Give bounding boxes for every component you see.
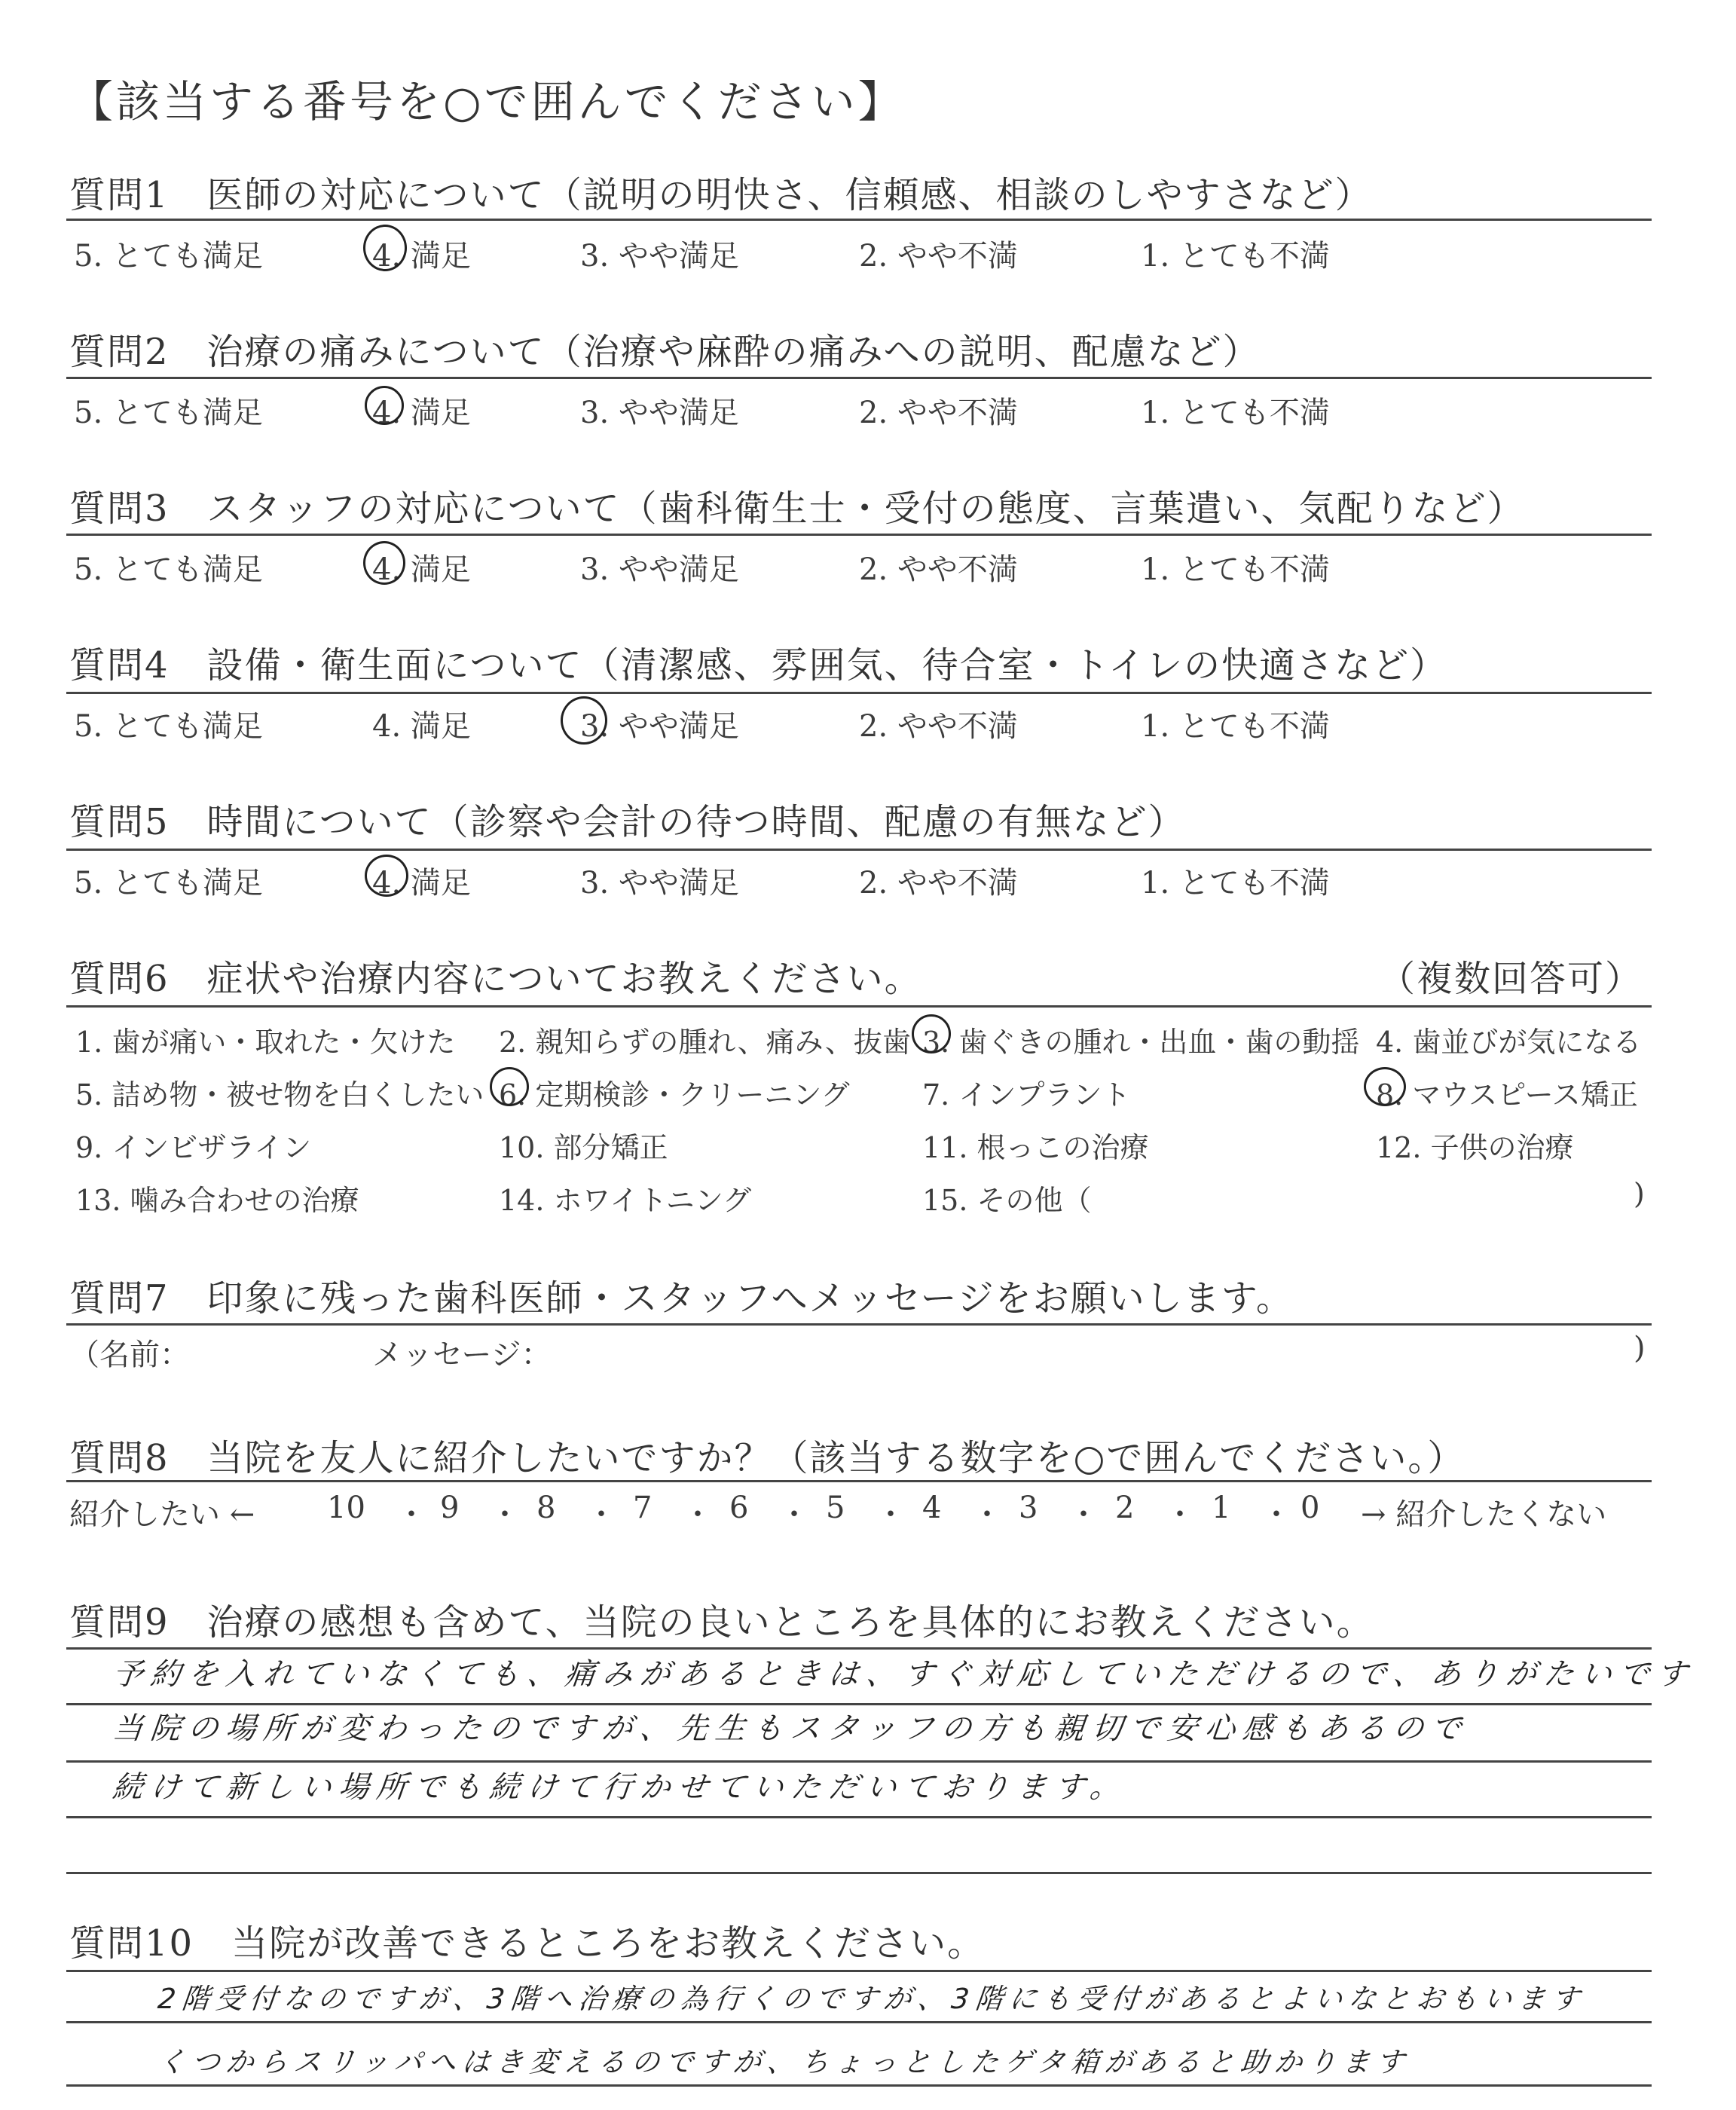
selection-circle (1364, 1067, 1406, 1106)
answer-line (66, 1760, 1652, 1763)
option-2[interactable]: 2. やや不満 (859, 396, 1018, 430)
answer-line (66, 1816, 1652, 1818)
symptom-option-12[interactable]: 12. 子供の治療 (1376, 1131, 1574, 1164)
divider (66, 534, 1652, 536)
option-2[interactable]: 2. やや不満 (859, 866, 1018, 901)
option-3[interactable]: 3. やや満足 (580, 866, 739, 901)
option-2[interactable]: 2. やや不満 (859, 552, 1018, 587)
recommend-right-label: → 紹介したくない (1361, 1497, 1607, 1532)
option-3[interactable]: 3. やや満足 (580, 239, 739, 274)
option-2[interactable]: 2. やや不満 (859, 239, 1018, 274)
option-4[interactable]: 4. 満足 (372, 709, 471, 744)
score-10[interactable]: 10 (327, 1491, 365, 1525)
score-8[interactable]: 8 (536, 1491, 556, 1525)
option-1[interactable]: 1. とても不満 (1141, 709, 1330, 744)
option-1[interactable]: 1. とても不満 (1141, 396, 1330, 430)
score-4[interactable]: 4 (922, 1491, 942, 1525)
option-2[interactable]: 2. やや不満 (859, 709, 1018, 744)
question-title: 質問10 当院が改善できるところをお教えください。 (69, 1922, 986, 1965)
symptom-option-9[interactable]: 9. インビザライン (75, 1131, 312, 1164)
question-title: 質問4 設備・衛生面について（清潔感、雰囲気、待合室・トイレの快適さなど） (69, 644, 1448, 687)
symptom-option-1[interactable]: 1. 歯が痛い・取れた・欠けた (75, 1026, 456, 1059)
message-close-paren: ) (1634, 1331, 1646, 1365)
selection-circle (363, 225, 407, 271)
option-1[interactable]: 1. とても不満 (1141, 866, 1330, 901)
symptom-option-15[interactable]: 15. その他（ (922, 1184, 1092, 1217)
score-0[interactable]: 0 (1300, 1491, 1320, 1525)
option-1[interactable]: 1. とても不満 (1141, 239, 1330, 274)
question-title: 質問8 当院を友人に紹介したいですか？（該当する数字を○で囲んでください。） (69, 1437, 1466, 1479)
question-title: 質問9 治療の感想も含めて、当院の良いところを具体的にお教えください。 (69, 1601, 1374, 1644)
symptom-option-2[interactable]: 2. 親知らずの腫れ、痛み、抜歯 (499, 1026, 911, 1059)
question-title: 質問3 スタッフの対応について（歯科衛生士・受付の態度、言葉遣い、気配りなど） (69, 488, 1525, 530)
symptom-option-11[interactable]: 11. 根っこの治療 (922, 1131, 1149, 1164)
symptom-option-7[interactable]: 7. インプラント (922, 1078, 1131, 1112)
score-5[interactable]: 5 (826, 1491, 845, 1525)
symptom-option-10[interactable]: 10. 部分矯正 (499, 1131, 668, 1164)
option-3[interactable]: 3. やや満足 (580, 552, 739, 587)
answer-line (66, 2021, 1652, 2023)
handwritten-answer: 2階受付なのですが、3階へ治療の為行くのですが、3階にも受付があるとよいなとおもいます (156, 1983, 1588, 2015)
option-4[interactable]: 4. 満足 (372, 396, 471, 430)
option-3[interactable]: 3. やや満足 (580, 709, 739, 744)
question-title: 質問2 治療の痛みについて（治療や麻酔の痛みへの説明、配慮など） (69, 331, 1261, 373)
option-4[interactable]: 4. 満足 (372, 866, 471, 901)
divider (66, 219, 1652, 221)
score-2[interactable]: 2 (1115, 1491, 1135, 1525)
selection-circle (490, 1067, 529, 1106)
handwritten-answer: くつからスリッパへはき変えるのですが、ちょっとしたゲタ箱があると助かります (156, 2046, 1412, 2078)
divider (66, 377, 1652, 379)
handwritten-answer: 予約を入れていなくても、痛みがあるときは、すぐ対応していただけるので、ありがたいです (111, 1657, 1697, 1692)
score-9[interactable]: 9 (440, 1491, 460, 1525)
option-5[interactable]: 5. とても満足 (74, 396, 263, 430)
name-label: （名前： (69, 1338, 190, 1372)
option-5[interactable]: 5. とても満足 (74, 709, 263, 744)
divider (66, 692, 1652, 694)
score-7[interactable]: 7 (633, 1491, 653, 1525)
selection-circle (561, 696, 607, 745)
option-3[interactable]: 3. やや満足 (580, 396, 739, 430)
symptom-option-5[interactable]: 5. 詰め物・被せ物を白くしたい (75, 1078, 484, 1112)
symptom-option-3[interactable]: 3. 歯ぐきの腫れ・出血・歯の動揺 (922, 1026, 1360, 1059)
option-4[interactable]: 4. 満足 (372, 552, 471, 587)
divider (66, 1005, 1652, 1008)
symptom-option-4[interactable]: 4. 歯並びが気になる (1376, 1026, 1642, 1059)
option-5[interactable]: 5. とても満足 (74, 552, 263, 587)
symptom-option-13[interactable]: 13. 噛み合わせの治療 (75, 1184, 359, 1217)
option-5[interactable]: 5. とても満足 (74, 239, 263, 274)
message-label: メッセージ： (372, 1338, 552, 1372)
recommend-scale: 10 ・ 9 ・ 8 ・ 7 ・ 6 ・ 5 ・ 4 ・ 3 ・ 2 ・ 1 ・ 0 (327, 1491, 1320, 1532)
selection-circle (363, 541, 405, 585)
selection-circle (365, 386, 404, 425)
symptom-option-14[interactable]: 14. ホワイトニング (499, 1184, 752, 1217)
question-title: 質問6 症状や治療内容についてお教えください。 (69, 958, 922, 1000)
handwritten-answer: 続けて新しい場所でも続けて行かせていただいております。 (111, 1770, 1129, 1805)
option-1[interactable]: 1. とても不満 (1141, 552, 1330, 587)
page-heading: 【該当する番号を○で囲んでください】 (69, 76, 905, 127)
score-6[interactable]: 6 (729, 1491, 749, 1525)
option-4[interactable]: 4. 満足 (372, 239, 471, 274)
divider (66, 1323, 1652, 1326)
answer-line (66, 1970, 1652, 1972)
question-title: 質問7 印象に残った歯科医師・スタッフへメッセージをお願いします。 (69, 1277, 1294, 1320)
symptom-option-6[interactable]: 6. 定期検診・クリーニング (499, 1078, 850, 1112)
score-1[interactable]: 1 (1212, 1491, 1231, 1525)
answer-line (66, 1872, 1652, 1874)
option-5[interactable]: 5. とても満足 (74, 866, 263, 901)
answer-line (66, 2084, 1652, 2087)
divider (66, 849, 1652, 851)
answer-line (66, 1647, 1652, 1650)
selection-circle (912, 1014, 951, 1053)
other-close-paren: ) (1634, 1177, 1645, 1210)
recommend-left-label: 紹介したい ← (69, 1497, 255, 1532)
handwritten-answer: 当院の場所が変わったのですが、先生もスタッフの方も親切で安心感もあるので (111, 1711, 1471, 1746)
question-title: 質問5 時間について（診察や会計の待つ時間、配慮の有無など） (69, 801, 1186, 843)
score-3[interactable]: 3 (1019, 1491, 1038, 1525)
symptom-option-8[interactable]: 8. マウスピース矯正 (1376, 1078, 1638, 1112)
multiple-answers-note: （複数回答可） (1379, 958, 1643, 1000)
divider (66, 1480, 1652, 1482)
selection-circle (365, 855, 408, 897)
question-title: 質問1 医師の対応について（説明の明快さ、信頼感、相談のしやすさなど） (69, 174, 1373, 216)
